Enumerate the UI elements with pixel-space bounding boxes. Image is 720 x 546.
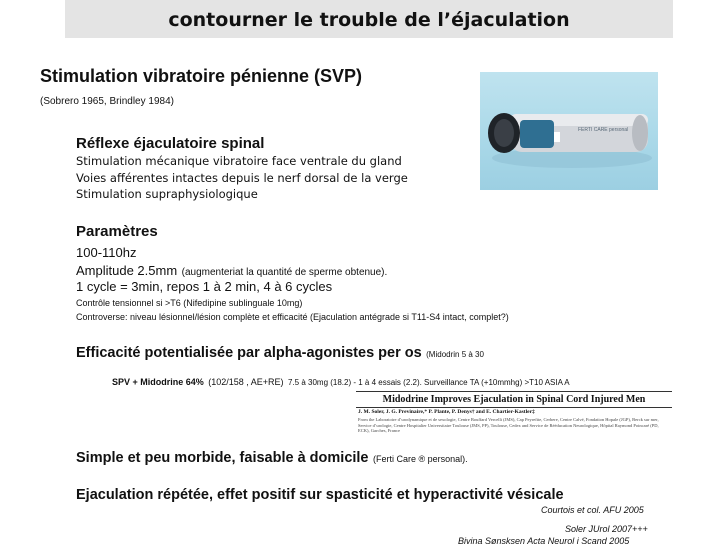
article-authors: J. M. Soler, J. G. Previnaire,* P. Plante, P. Denys† and E. Chartier-Kastler‡ xyxy=(358,409,535,415)
param-amplitude-line xyxy=(76,262,387,280)
device-photo xyxy=(480,72,658,190)
simple-line xyxy=(76,449,468,467)
slide-title: contourner le trouble de l’éjaculation xyxy=(168,9,570,31)
spv-midodrine-count: (102/158 , AE+RE) xyxy=(208,377,284,387)
param-amplitude: Amplitude 2.5mm xyxy=(76,263,178,278)
citation-courtois: Courtois et col. AFU 2005 xyxy=(541,505,644,515)
section-refs: (Sobrero 1965, Brindley 1984) xyxy=(40,96,174,107)
param-cycle: 1 cycle = 3min, repos 1 à 2 min, 4 à 6 cycles xyxy=(76,279,333,294)
reflexe-line-1: Stimulation mécanique vibratoire face ventrale du gland xyxy=(76,154,402,168)
simple-heading: Simple et peu morbide, faisable à domicile xyxy=(76,450,369,466)
article-excerpt xyxy=(356,390,672,448)
article-title-rule xyxy=(356,407,672,408)
vibrator-device-illustration xyxy=(480,72,658,190)
param-controle: Contrôle tensionnel si >T6 (Nifedipine sublinguale 10mg) xyxy=(76,298,303,308)
article-top-rule xyxy=(356,391,672,392)
efficacite-note: (Midodrin 5 à 30 xyxy=(426,350,484,359)
reflexe-line-3: Stimulation supraphysiologique xyxy=(76,187,258,201)
parametres-heading: Paramètres xyxy=(76,223,158,240)
simple-note: (Ferti Care ® personal). xyxy=(372,454,468,464)
device-label: FERTI CARE personal xyxy=(578,127,629,133)
section-heading-svp: Stimulation vibratoire pénienne (SVP) xyxy=(40,66,363,86)
citation-bivina: Bivina Sønsksen Acta Neurol i Scand 2005 xyxy=(458,536,630,546)
efficacite-heading: Efficacité potentialisée par alpha-agonistes per os xyxy=(76,345,422,361)
article-title: Midodrine Improves Ejaculation in Spinal Cord Injured Men xyxy=(382,394,646,405)
reflexe-line-2: Voies afférentes intactes depuis le nerf dorsal de la verge xyxy=(76,171,408,185)
article-affiliation: From the Laboratoire d’urodynamique et de sexologie, Centre Bouffard Vercelli (JMS), Cap Peyrefite, Cerbere, Centre Calvé, Fondation Hopale (JGP), Berck sur mer, Service d’urologie, Centre Hospitalier Universitaire Toulouse (JMS, PP), Toulouse, Cedex and Service de Rééducation Neurologique, Hôpital Raymond Poincaré (PD, ECK), Garches, France xyxy=(358,417,659,433)
reflexe-heading: Réflexe éjaculatoire spinal xyxy=(76,135,265,152)
param-frequency: 100-110hz xyxy=(76,245,137,260)
efficacite-line xyxy=(76,344,484,362)
citation-soler: Soler JUrol 2007+++ xyxy=(565,524,648,534)
param-amplitude-note: (augmenteriat la quantité de sperme obtenue). xyxy=(181,267,388,278)
ejaculation-heading: Ejaculation répétée, effet positif sur spasticité et hyperactivité vésicale xyxy=(76,487,564,503)
spv-midodrine-line xyxy=(112,372,570,390)
param-controverse: Controverse: niveau lésionnel/lésion complète et efficacité (Ejaculation antégrade si T11-S4 intact, complet?) xyxy=(76,312,509,322)
spv-midodrine-result: SPV + Midodrine 64% xyxy=(112,377,204,387)
spv-midodrine-detail: 7.5 à 30mg (18.2) - 1 à 4 essais (2.2). Surveillance TA (+10mmhg) >T10 ASIA A xyxy=(287,378,570,387)
title-bar xyxy=(65,0,673,38)
